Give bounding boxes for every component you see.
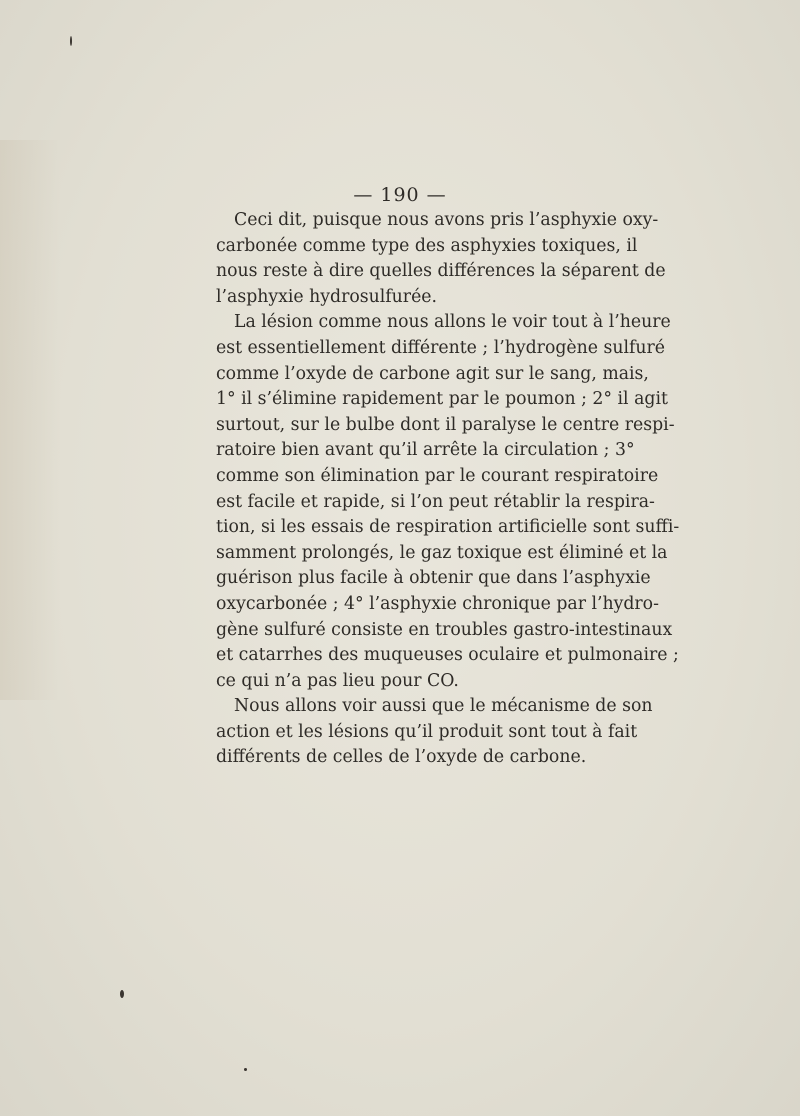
paper-speck <box>244 1068 247 1071</box>
text-line: action et les lésions qu’il produit sont tout à fait <box>216 721 638 742</box>
text-line: ce qui n’a pas lieu pour CO. <box>216 670 459 691</box>
text-line: tion, si les essais de respiration artificielle sont suffi- <box>216 517 680 538</box>
text-line: guérison plus facile à obtenir que dans l’asphyxie <box>216 568 651 589</box>
text-line: samment prolongés, le gaz toxique est éliminé et la <box>216 542 668 563</box>
paper-stain <box>0 140 60 700</box>
text-line: et catarrhes des muqueuses oculaire et pulmonaire ; <box>216 645 679 666</box>
text-line: est essentiellement différente ; l’hydrogène sulfuré <box>216 337 666 358</box>
paper-speck <box>70 36 72 46</box>
text-line: surtout, sur le bulbe dont il paralyse le centre respi- <box>216 414 675 435</box>
page-number: — 190 — <box>353 184 447 206</box>
text-line: l’asphyxie hydrosulfurée. <box>216 286 438 307</box>
text-line: est facile et rapide, si l’on peut rétablir la respira- <box>216 491 655 512</box>
text-line: Nous allons voir aussi que le mécanisme de son <box>234 696 653 717</box>
text-line: Ceci dit, puisque nous avons pris l’asphyxie oxy- <box>234 210 659 230</box>
text-line: carbonée comme type des asphyxies toxiques, il <box>216 235 638 256</box>
text-line: 1° il s’élimine rapidement par le poumon ; 2° il agit <box>216 389 668 410</box>
text-line: gène sulfuré consiste en troubles gastro-intestinaux <box>216 619 673 640</box>
text-line: nous reste à dire quelles différences la séparent de <box>216 261 666 282</box>
text-line: comme son élimination par le courant respiratoire <box>216 465 659 486</box>
text-line: oxycarbonée ; 4° l’asphyxie chronique par l’hydro- <box>216 593 659 614</box>
paper-speck <box>120 990 124 998</box>
text-line: différents de celles de l’oxyde de carbone. <box>216 747 587 768</box>
body-text <box>216 208 680 771</box>
text-line: comme l’oxyde de carbone agit sur le sang, mais, <box>216 363 649 384</box>
text-line: La lésion comme nous allons le voir tout à l’heure <box>234 312 671 333</box>
text-line: ratoire bien avant qu’il arrête la circulation ; 3° <box>216 440 635 461</box>
